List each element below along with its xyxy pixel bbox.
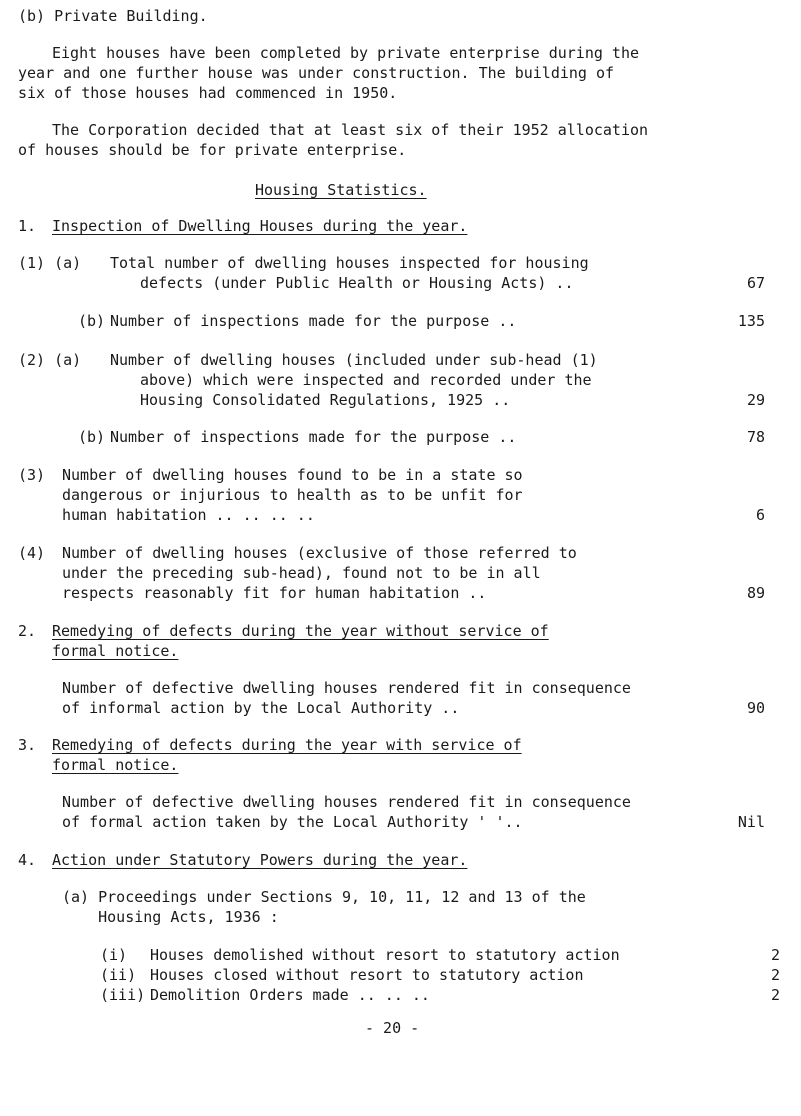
item-text-line: Number of defective dwelling houses rendered fit in consequence (62, 679, 631, 697)
section-title-line: Remedying of defects during the year without service of (52, 622, 549, 640)
sub-item-label: (i) (100, 946, 128, 964)
item-text-line: Number of dwelling houses (exclusive of those referred to (62, 544, 577, 562)
sub-item-text: Demolition Orders made .. .. .. (150, 986, 430, 1004)
item-value: 135 (737, 312, 765, 330)
item-text-line: Housing Acts, 1936 : (62, 908, 279, 926)
item-text-line: Number of inspections made for the purpose .. (110, 312, 517, 330)
item-text-line: Housing Consolidated Regulations, 1925 .. (140, 391, 511, 409)
section-title-line: formal notice. (52, 756, 179, 774)
section-title-inspection: Inspection of Dwelling Houses during the year. (52, 217, 468, 235)
sub-item-text: Houses closed without resort to statutory action (150, 966, 584, 984)
item-text-line: of formal action taken by the Local Authority ' '.. (62, 813, 523, 831)
section-number: 2. (18, 622, 37, 640)
item-text-line: under the preceding sub-head), found not to be in all (62, 564, 541, 582)
item-label: (2) (a) (18, 351, 82, 369)
item-label: (4) (18, 544, 46, 562)
item-text-line: respects reasonably fit for human habitation .. (62, 584, 487, 602)
item-text-line: human habitation .. .. .. .. (62, 506, 315, 524)
section-number: 3. (18, 736, 37, 754)
item-text-line: defects (under Public Health or Housing Acts) .. (140, 274, 574, 292)
item-text-line: of informal action by the Local Authority .. (62, 699, 460, 717)
item-text-line: Number of defective dwelling houses rendered fit in consequence (62, 793, 631, 811)
item-text-line: Number of dwelling houses (included under sub-head (1) (110, 351, 598, 369)
item-value: Nil (737, 813, 765, 831)
sub-item-label: (iii) (100, 986, 146, 1004)
section-number: 4. (18, 851, 37, 869)
item-text-line: (a) Proceedings under Sections 9, 10, 11, 12 and 13 of the (62, 888, 586, 906)
item-label: (1) (a) (18, 254, 82, 272)
page-number: - 20 - (365, 1019, 420, 1037)
item-label: (b) (78, 428, 106, 446)
section-title-line: Remedying of defects during the year with service of (52, 736, 522, 754)
paragraph-line: Eight houses have been completed by private enterprise during the (52, 44, 639, 62)
section-heading-private-building: (b) Private Building. (18, 7, 208, 25)
item-label: (b) (78, 312, 106, 330)
item-value: 6 (755, 506, 765, 524)
paragraph-line: year and one further house was under construction. The building of (18, 64, 615, 82)
item-value: 89 (746, 584, 765, 602)
sub-item-value: 2 (770, 946, 780, 964)
item-label: (3) (18, 466, 46, 484)
sub-item-label: (ii) (100, 966, 137, 984)
item-text-line: Total number of dwelling houses inspected for housing (110, 254, 589, 272)
item-value: 78 (746, 428, 765, 446)
item-text-line: above) which were inspected and recorded under the (140, 371, 592, 389)
sub-item-text: Houses demolished without resort to statutory action (150, 946, 620, 964)
paragraph-line: The Corporation decided that at least six of their 1952 allocation (52, 121, 649, 139)
item-text-line: Number of dwelling houses found to be in a state so (62, 466, 523, 484)
item-value: 29 (746, 391, 765, 409)
item-value: 90 (746, 699, 765, 717)
paragraph-line: of houses should be for private enterprise. (18, 141, 407, 159)
section-number: 1. (18, 217, 37, 235)
section-title-line: formal notice. (52, 642, 179, 660)
sub-item-value: 2 (770, 986, 780, 1004)
item-text-line: Number of inspections made for the purpose .. (110, 428, 517, 446)
item-text-line: dangerous or injurious to health as to be unfit for (62, 486, 523, 504)
housing-statistics-title: Housing Statistics. (255, 181, 427, 199)
section-title-statutory-powers: Action under Statutory Powers during the year. (52, 851, 468, 869)
paragraph-line: six of those houses had commenced in 1950. (18, 84, 398, 102)
item-value: 67 (746, 274, 765, 292)
sub-item-value: 2 (770, 966, 780, 984)
